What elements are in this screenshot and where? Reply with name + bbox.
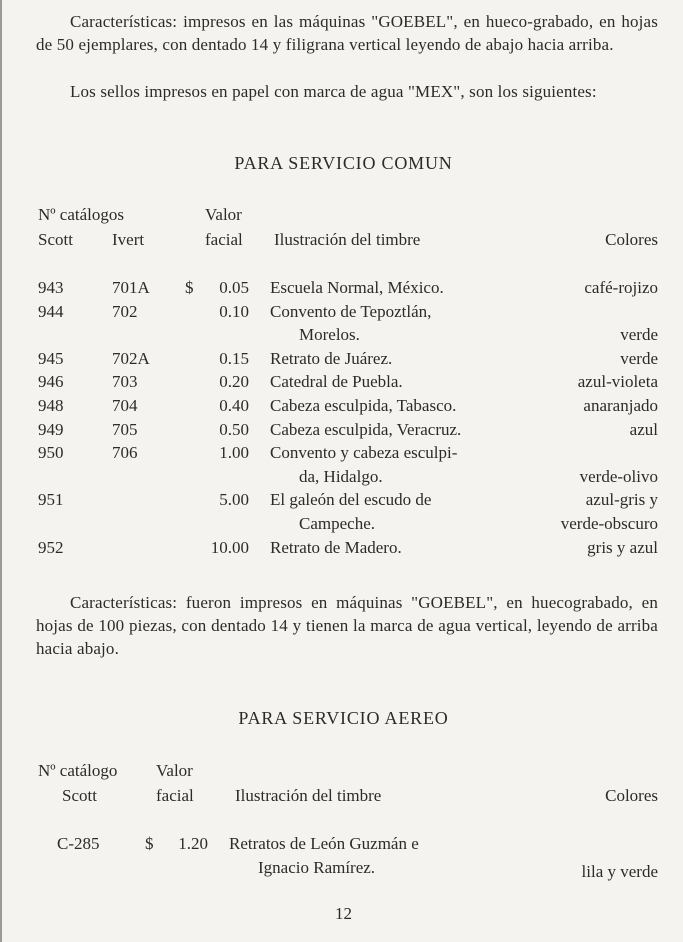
scott-number: 946 [38,372,64,392]
facial-value: 0.50 [219,419,249,439]
section-title-comun: PARA SERVICIO COMUN [234,153,453,173]
illustration-text: El galeón del escudo de [270,490,432,510]
scott-number: 943 [38,278,64,297]
color-text: azul-gris y [585,490,658,510]
header-valor: Valor [205,205,242,224]
intro-paragraph-2: Los sellos impresos en papel con marca de agua "MEX", son los siguientes: [70,82,597,101]
middle-paragraph: Características: fueron impresos en máquinas "GOEBEL", en huecograbado, en hojas de 100 piezas, con dentado 14 y tienen la marca de agua vertical, leyendo de arriba hacia abajo. [36,593,658,658]
illustration-text: Retrato de Madero. [270,537,402,557]
ivert-number: 701A [112,278,150,297]
header-scott: Scott [38,230,73,249]
illustration-text: Cabeza esculpida, Tabasco. [270,396,457,415]
illustration-text: Morelos. [299,325,360,345]
scott-number: 951 [38,490,64,510]
color-text: verde-obscuro [560,514,658,533]
facial-value: 5.00 [219,490,249,510]
color-text: lila y verde [581,862,658,881]
currency-symbol: $ [145,834,154,853]
facial-value: 0.15 [219,348,249,368]
scott-number: 948 [38,396,64,415]
illustration-text: Retratos de León Guzmán e [229,834,419,853]
ivert-number: 706 [112,443,138,463]
color-text: azul [629,419,658,439]
color-text: verde [620,325,658,345]
header-illustration-aereo: Ilustración del timbre [235,786,382,805]
color-text: gris y azul [587,537,658,557]
illustration-text: Cabeza esculpida, Veracruz. [270,419,462,439]
section-title-aereo: PARA SERVICIO AEREO [238,708,449,728]
header-scott-aereo: Scott [62,786,97,805]
illustration-text: Campeche. [299,514,375,533]
color-text: café-rojizo [584,278,658,297]
header-facial-aereo: facial [156,786,194,805]
header-colores-aereo: Colores [605,786,658,805]
facial-value: 0.40 [219,396,249,415]
color-text: verde-olivo [579,466,658,486]
color-text: azul-violeta [577,372,658,392]
facial-value: 10.00 [210,537,249,557]
facial-value: 1.00 [219,443,249,463]
facial-value: 1.20 [178,834,208,853]
ivert-number: 704 [112,396,138,415]
scott-number: 945 [38,348,64,368]
facial-value: 0.20 [219,372,249,392]
header-colores: Colores [605,230,658,249]
ivert-number: 702A [112,348,150,368]
facial-value: 0.05 [219,278,249,297]
ivert-number: 703 [112,372,138,392]
color-text: verde [620,348,658,368]
header-valor-aereo: Valor [156,761,193,780]
ivert-number: 705 [112,419,138,439]
illustration-text: da, Hidalgo. [299,466,383,486]
scott-number: C-285 [57,834,100,853]
currency-symbol: $ [185,278,194,297]
intro-paragraph-1: Características: impresos en las máquinas "GOEBEL", en hueco-grabado, en hojas de 50 ejemplares, con dentado 14 y filigrana vertical leyendo de abajo hacia arriba. [36,12,658,54]
header-ivert: Ivert [112,230,145,249]
page-number: 12 [335,904,352,923]
scott-number: 949 [38,419,64,439]
scott-number: 944 [38,301,64,321]
illustration-text: Convento y cabeza esculpi- [270,443,458,463]
header-facial: facial [205,230,243,249]
illustration-text: Retrato de Juárez. [270,348,393,368]
illustration-text: Convento de Tepoztlán, [270,301,432,321]
facial-value: 0.10 [219,301,249,321]
header-catalog: Nº catálogos [38,205,124,224]
scott-number: 950 [38,443,64,463]
header-illustration: Ilustración del timbre [274,230,421,249]
color-text: anaranjado [583,396,658,415]
illustration-text: Catedral de Puebla. [270,372,403,392]
ivert-number: 702 [112,301,138,321]
scott-number: 952 [38,537,64,557]
illustration-text: Ignacio Ramírez. [258,858,376,877]
illustration-text: Escuela Normal, México. [270,278,444,297]
header-catalog-aereo: Nº catálogo [38,761,118,780]
